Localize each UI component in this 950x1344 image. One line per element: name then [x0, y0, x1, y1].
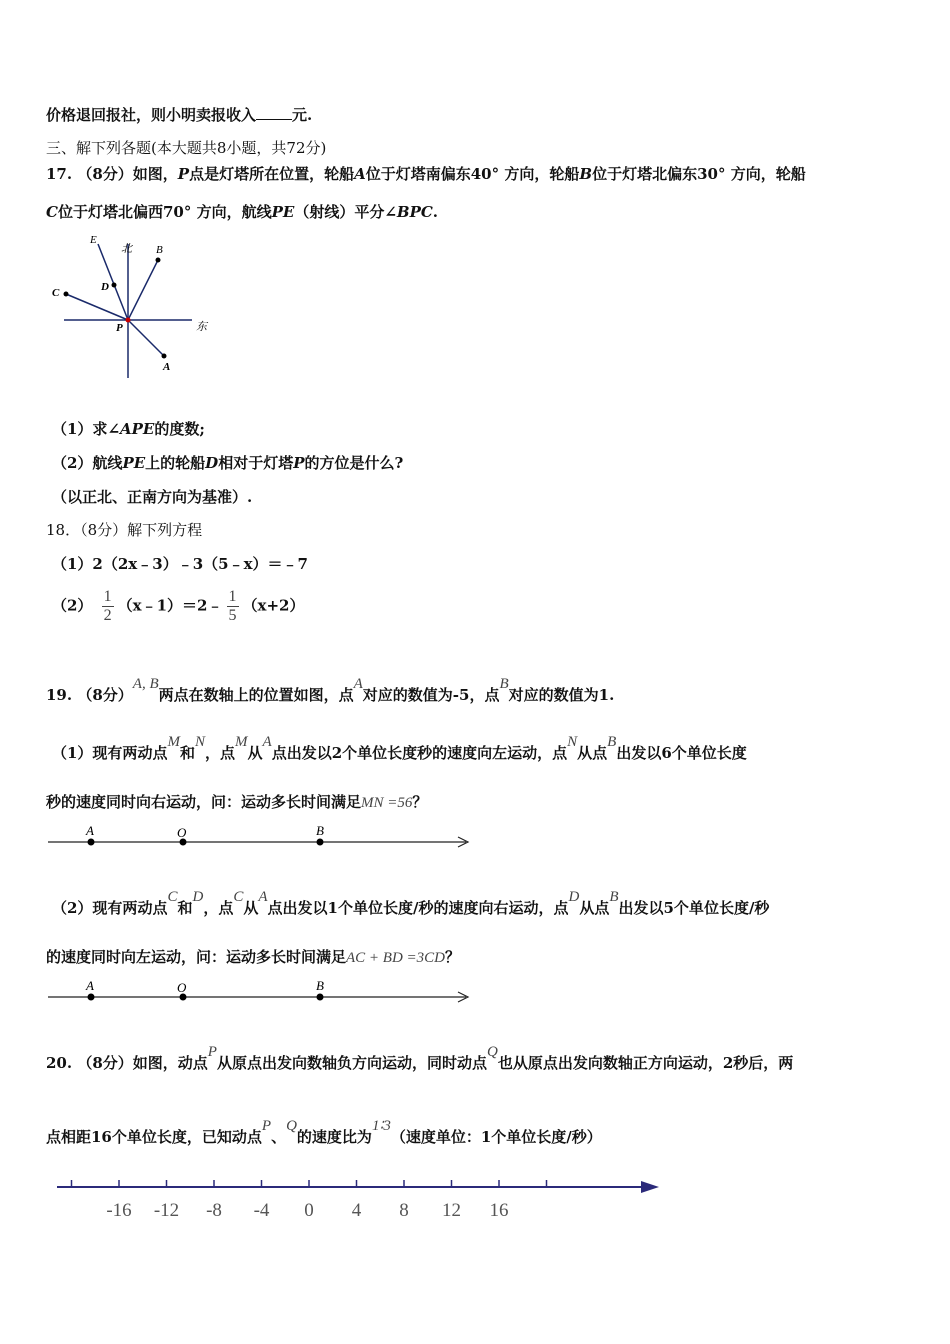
answer-line	[46, 104, 312, 125]
text: 从点	[577, 744, 608, 762]
q20-line2	[46, 1118, 602, 1147]
text: 从点	[579, 899, 610, 917]
numerator: 1	[103, 588, 112, 605]
var: M	[235, 734, 248, 750]
text: （射线）平分	[294, 203, 385, 221]
text: 从	[247, 744, 263, 762]
text: 的方位是什么?	[304, 454, 404, 472]
var: Q	[286, 1118, 297, 1134]
degree: 30°	[697, 165, 726, 183]
text: 出发以5个单位长度/秒	[618, 899, 770, 917]
label-C: C	[52, 287, 60, 299]
point-B	[156, 258, 161, 263]
point-C	[64, 292, 69, 297]
angle: ∠APE	[107, 420, 155, 438]
var: P	[293, 454, 305, 472]
point-A	[88, 994, 95, 1001]
point-P	[126, 318, 131, 323]
text: 方向，轮船	[504, 165, 580, 183]
text: （2）航线	[52, 454, 123, 472]
text: 位于灯塔北偏西	[57, 203, 163, 221]
text: 的度数;	[154, 420, 205, 438]
var: PE	[122, 454, 146, 472]
tick-label: 4	[351, 1200, 362, 1221]
var: A	[258, 889, 268, 905]
text: （x+2）	[242, 596, 305, 615]
text: 秒的速度同时向右运动，问：运动多长时间满足	[46, 793, 362, 811]
lighthouse-figure	[46, 230, 226, 382]
degree: 40°	[470, 165, 500, 183]
score: （8分）	[77, 165, 133, 183]
label-B: B	[316, 978, 324, 993]
text: 的速度比为	[296, 1128, 372, 1146]
q17-sub2	[52, 452, 403, 473]
var: A	[354, 165, 366, 183]
tick-label: 12	[442, 1200, 461, 1221]
var: N	[567, 734, 578, 750]
text: 从	[243, 899, 259, 917]
q17-sub2-note: （以正北、正南方向为基准）.	[52, 488, 253, 506]
label-B: B	[156, 244, 163, 256]
number-line-3	[55, 1172, 665, 1224]
tick-label: 16	[489, 1200, 509, 1221]
question-number: 19.	[46, 686, 73, 704]
text: 相对于灯塔	[218, 454, 294, 472]
denominator: 2	[103, 607, 112, 624]
text: .	[432, 203, 439, 221]
text: ？	[412, 793, 428, 811]
fraction-half	[102, 588, 114, 625]
text: （1）现有两动点	[52, 744, 168, 762]
text: 方向，轮船	[730, 165, 806, 183]
condition: MN =56	[361, 795, 413, 811]
var: C	[233, 889, 244, 905]
var: A	[353, 676, 363, 692]
fraction-fifth	[227, 588, 239, 625]
text: （1）求	[52, 420, 108, 438]
degree: 70°	[162, 203, 192, 221]
q19-p1-line2	[46, 791, 427, 812]
tick-label: -12	[153, 1200, 180, 1221]
text: 从原点出发向数轴负方向运动，同时动点	[216, 1054, 487, 1072]
var: D	[568, 889, 580, 905]
point-D	[112, 283, 117, 288]
angle: ∠BPC	[384, 203, 433, 221]
score: （8分）	[77, 1054, 133, 1072]
var: D	[205, 454, 219, 472]
tick-label: -16	[106, 1200, 132, 1221]
label-E: E	[90, 234, 97, 246]
q17-line1	[46, 163, 806, 184]
label-O: O	[177, 980, 187, 995]
var: N	[194, 734, 205, 750]
text: ，点	[203, 899, 234, 917]
label-O: O	[177, 825, 187, 840]
q18-eq1: （1）2（2x﹣3）﹣3（5﹣x）＝﹣7	[52, 555, 308, 573]
var: P	[207, 1044, 217, 1060]
label-D: D	[101, 281, 109, 293]
label-A: A	[86, 978, 94, 993]
var: C	[46, 203, 58, 221]
label-P: P	[116, 322, 123, 334]
text: 出发以6个单位长度	[616, 744, 747, 762]
text: 点出发以1个单位长度/秒的速度向右运动，点	[267, 899, 569, 917]
tick-label: -4	[253, 1200, 270, 1221]
q19-p1-line1	[52, 734, 747, 763]
ray-PB	[128, 260, 158, 320]
ratio: 1∶3	[371, 1118, 391, 1134]
section-heading: 三、解下列各题(本大题共8小题，共72分)	[46, 139, 327, 157]
label-A: A	[163, 361, 171, 373]
condition: AC + BD =3CD	[346, 950, 446, 966]
tick-label: 0	[304, 1200, 314, 1221]
q20-line1	[46, 1044, 794, 1073]
text: 对应的数值为1.	[508, 686, 615, 704]
point-B	[317, 994, 324, 1001]
text: （2）现有两动点	[52, 899, 168, 917]
text: 和	[179, 744, 195, 762]
var: PE	[271, 203, 295, 221]
tick-label: -8	[206, 1200, 222, 1221]
text: （速度单位：1个单位长度/秒）	[390, 1128, 602, 1146]
question-number: 20.	[46, 1054, 73, 1072]
label-A: A	[86, 823, 94, 838]
q18-eq2	[52, 588, 304, 625]
text: 上的轮船	[145, 454, 206, 472]
text: 也从原点出发向数轴正方向运动，2秒后，两	[497, 1054, 794, 1072]
var: C	[167, 889, 178, 905]
label-north: 北	[121, 243, 132, 255]
var: B	[609, 889, 619, 905]
q17-line2	[46, 201, 438, 222]
var: A	[262, 734, 272, 750]
point-B	[317, 839, 324, 846]
number-line-2	[46, 977, 476, 1007]
score: （8分）	[77, 686, 133, 704]
text: 方向，航线	[196, 203, 272, 221]
text: 元.	[292, 106, 313, 124]
q17-sub1	[52, 418, 205, 439]
var: M	[167, 734, 180, 750]
var: P	[261, 1118, 272, 1134]
answer-blank[interactable]	[256, 105, 292, 120]
point-A	[162, 354, 167, 359]
text: 位于灯塔南偏东	[365, 165, 471, 183]
var: Q	[486, 1044, 498, 1060]
text: 点出发以2个单位长度秒的速度向左运动，点	[271, 744, 568, 762]
q18-head: 18．（8分）解下列方程	[46, 521, 203, 539]
text: （2）	[52, 596, 93, 615]
text: 对应的数值为-5，点	[362, 686, 500, 704]
denominator: 5	[228, 607, 237, 624]
number-line-1	[46, 822, 476, 852]
text: 和	[177, 899, 193, 917]
text: 如图，动点	[132, 1054, 208, 1072]
var: A, B	[132, 676, 159, 692]
label-east: 东	[196, 321, 207, 333]
text: 点相距16个单位长度，已知动点	[46, 1128, 262, 1146]
ray-PA	[128, 320, 164, 356]
text: 如图，	[132, 165, 178, 183]
var: B	[499, 676, 509, 692]
text: 点是灯塔所在位置，轮船	[189, 165, 355, 183]
axis-arrow	[641, 1181, 659, 1193]
var: B	[607, 734, 617, 750]
q19-p2-line1	[52, 889, 770, 918]
tick-label: 8	[399, 1200, 409, 1221]
text: 位于灯塔北偏东	[592, 165, 698, 183]
text: 两点在数轴上的位置如图，点	[158, 686, 354, 704]
var: B	[579, 165, 593, 183]
q19-p2-line2	[46, 946, 460, 967]
text: ？	[445, 948, 461, 966]
numerator: 1	[228, 588, 237, 605]
text: （x﹣1）＝2﹣	[117, 596, 223, 615]
label-B: B	[316, 823, 324, 838]
question-number: 17.	[46, 165, 73, 183]
text: 的速度同时向左运动，问：运动多长时间满足	[46, 948, 347, 966]
var: D	[192, 889, 204, 905]
var: P	[177, 165, 190, 183]
text: 价格退回报社，则小明卖报收入	[46, 106, 257, 124]
text: ，点	[204, 744, 235, 762]
point-A	[88, 839, 95, 846]
q19-head	[46, 676, 615, 705]
text: 、	[271, 1128, 287, 1146]
